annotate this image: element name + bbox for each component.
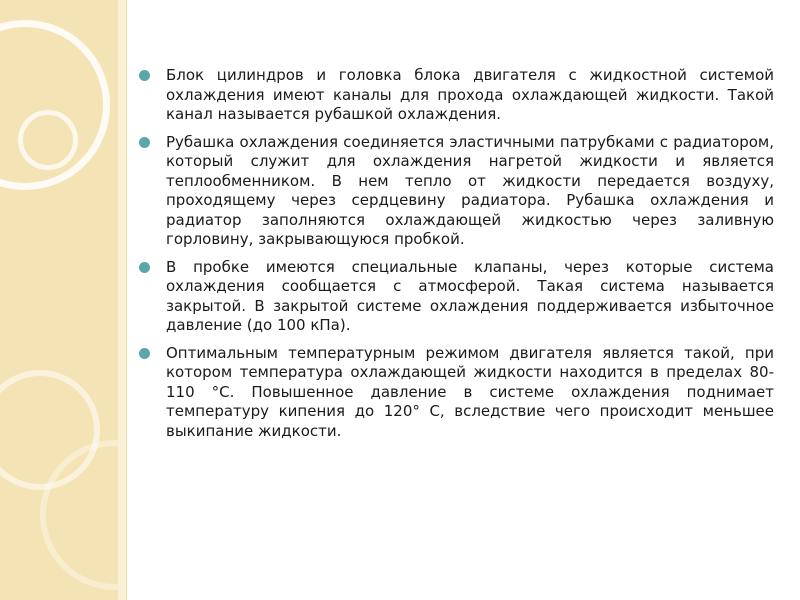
bullet-dot-icon	[139, 262, 150, 273]
side-band-divider	[126, 0, 127, 600]
bullet-paragraph	[138, 258, 774, 336]
decorative-side-band	[0, 0, 118, 600]
paragraph-text: Оптимальным температурным режимом двигателя является такой, при котором температура охлаждающей жидкости находится в пределах 80-110 °С. Повышенное давление в системе охлаждения поднимает температуру кипения до 120° С, вследствие чего происходит меньшее выкипание жидкости.	[166, 343, 774, 440]
bullet-paragraph	[138, 344, 774, 442]
paragraph-text: Блок цилиндров и головка блока двигателя с жидкостной системой охлаждения имеют каналы для прохода охлаждающей жидкости. Такой канал называется рубашкой охлаждения.	[166, 66, 774, 123]
bullet-paragraph	[138, 133, 774, 250]
bullet-dot-icon	[139, 70, 150, 81]
side-band-edge	[118, 0, 126, 600]
decorative-ring-small	[18, 110, 78, 170]
paragraph-text: Рубашка охлаждения соединяется эластичными патрубками с радиатором, который служит для охлаждения нагретой жидкости и является теплообменником. В нем тепло от жидкости передается воздуху, проходящему через сердцевину радиатора. Рубашка охлаждения и радиатор заполняются охлаждающей жидкостью через заливную горловину, закрывающуюся пробкой.	[166, 132, 774, 248]
bullet-dot-icon	[139, 348, 150, 359]
slide-body	[138, 66, 774, 449]
bullet-paragraph	[138, 66, 774, 125]
bullet-dot-icon	[139, 137, 150, 148]
paragraph-text: В пробке имеются специальные клапаны, через которые система охлаждения сообщается с атмосферой. Такая система называется закрытой. В закрытой системе охлаждения поддерживается избыточное давление (до 100 кПа).	[166, 257, 774, 334]
